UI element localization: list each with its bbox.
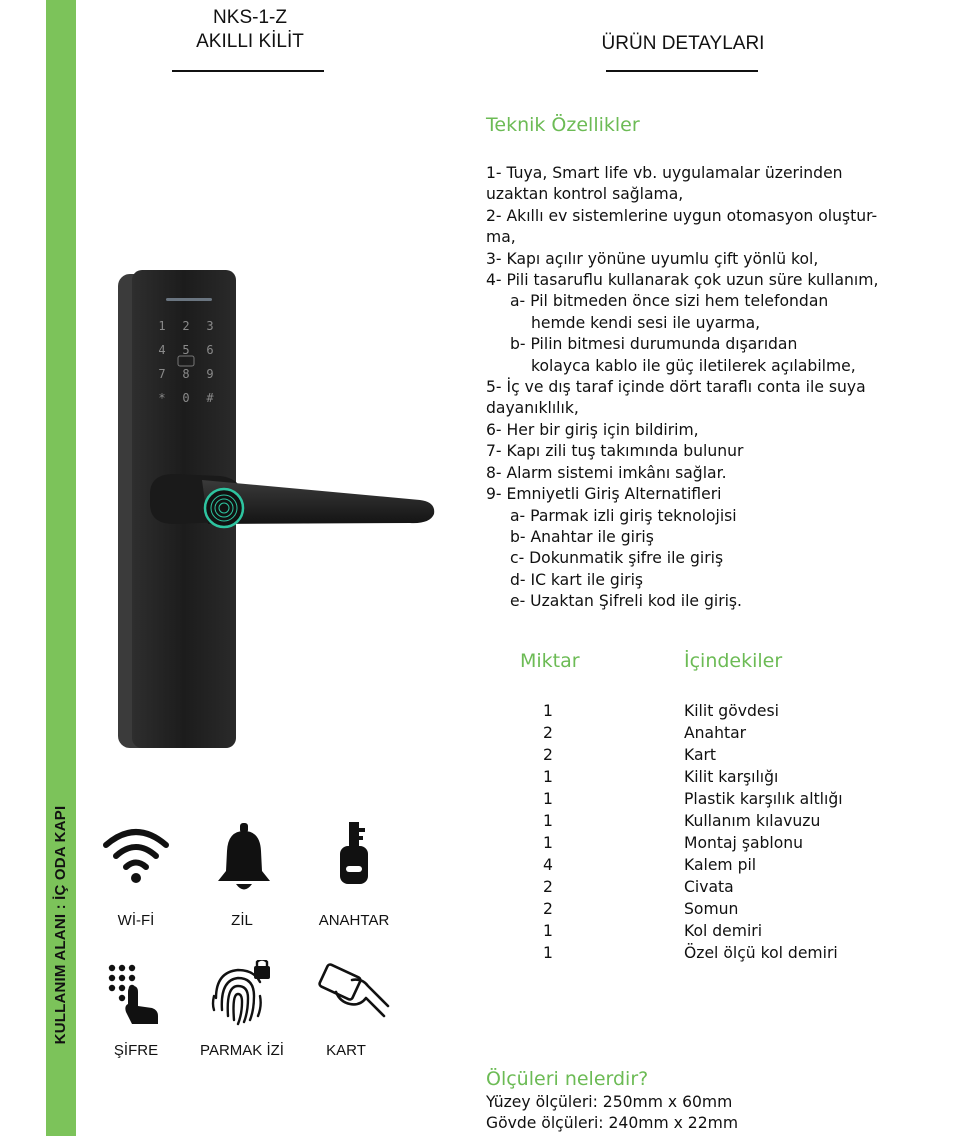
spec-line: 8- Alarm sistemi imkânı sağlar. bbox=[486, 463, 727, 482]
spec-line: c- Dokunmatik şifre ile giriş bbox=[510, 549, 724, 568]
spec-line: 4- Pili tasaruflu kullanarak çok uzun süre kullanım, bbox=[486, 271, 879, 290]
indicator-strip bbox=[166, 298, 212, 301]
spec-line: kolayca kablo ile güç iletilerek açılabilme, bbox=[531, 356, 856, 375]
dimensions-list bbox=[486, 1092, 738, 1134]
table-row: 1 Kilit karşılığı bbox=[543, 768, 779, 786]
feature-label-wifi: Wİ-Fİ bbox=[117, 912, 155, 929]
spec-line: d- IC kart ile giriş bbox=[510, 570, 644, 589]
usage-area-label: KULLANIM ALANI : İÇ ODA KAPI bbox=[52, 805, 69, 1045]
feature-label-fingerprint: PARMAK İZİ bbox=[200, 1042, 284, 1059]
spec-line: a- Parmak izli giriş teknolojisi bbox=[510, 506, 737, 525]
card-icon bbox=[318, 962, 390, 1020]
surface-dimensions: Yüzey ölçüleri: 250mm x 60mm bbox=[486, 1093, 733, 1111]
dimensions-title: Ölçüleri nelerdir? bbox=[486, 1068, 649, 1090]
table-row: 2 Somun bbox=[543, 900, 739, 918]
table-row: 1 Kilit gövdesi bbox=[543, 702, 779, 720]
table-row: 2 Civata bbox=[543, 878, 734, 896]
table-row: 4 Kalem pil bbox=[543, 856, 757, 874]
contents-header: İçindekiler bbox=[684, 650, 783, 672]
wifi-icon bbox=[102, 825, 170, 885]
keypad-key: 8 bbox=[182, 367, 190, 381]
table-row: 1 Özel ölçü kol demiri bbox=[543, 944, 838, 962]
key-icon bbox=[336, 822, 376, 888]
spec-line: 9- Emniyetli Giriş Alternatifleri bbox=[486, 485, 722, 504]
keypad-key: 9 bbox=[206, 367, 214, 381]
spec-line: 2- Akıllı ev sistemlerine uygun otomasyon oluştur- bbox=[486, 206, 878, 225]
spec-line: 3- Kapı açılır yönüne uyumlu çift yönlü kol, bbox=[486, 249, 819, 268]
feature-label-card: KART bbox=[326, 1042, 366, 1059]
product-name: AKILLI KİLİT bbox=[196, 31, 304, 52]
spec-line: ma, bbox=[486, 228, 516, 247]
keypad-key: 1 bbox=[158, 319, 166, 333]
table-row: 1 Plastik karşılık altlığı bbox=[543, 790, 843, 808]
spec-line: dayanıklılık, bbox=[486, 399, 579, 418]
keypad-key: 6 bbox=[206, 343, 214, 357]
tech-specs-title: Teknik Özellikler bbox=[486, 114, 640, 136]
keypad-key: 7 bbox=[158, 367, 166, 381]
qty-header: Miktar bbox=[520, 650, 580, 672]
keypad-icon bbox=[106, 962, 164, 1026]
keypad-key: 5 bbox=[182, 343, 190, 357]
spec-line: 1- Tuya, Smart life vb. uygulamalar üzerinden bbox=[486, 164, 843, 182]
feature-label-password: ŞİFRE bbox=[113, 1042, 159, 1059]
product-header bbox=[150, 6, 350, 54]
spec-line: a- Pil bitmeden önce sizi hem telefondan bbox=[510, 292, 829, 311]
table-row: 2 Anahtar bbox=[543, 724, 747, 742]
spec-line: b- Pilin bitmesi durumunda dışarıdan bbox=[510, 335, 798, 354]
product-model: NKS-1-Z bbox=[213, 7, 287, 28]
table-row: 1 Kullanım kılavuzu bbox=[543, 812, 821, 830]
spec-list bbox=[486, 163, 878, 613]
feature-label-key: ANAHTAR bbox=[318, 912, 390, 929]
bell-icon bbox=[214, 823, 274, 893]
spec-line: hemde kendi sesi ile uyarma, bbox=[531, 313, 761, 332]
details-title-underline bbox=[606, 70, 758, 72]
feature-label-bell: ZİL bbox=[231, 912, 253, 929]
spec-line: 5- İç ve dış taraf içinde dört taraflı conta ile suya bbox=[486, 378, 866, 397]
keypad-key: 4 bbox=[158, 343, 166, 357]
keypad-key: 3 bbox=[206, 319, 214, 333]
keypad-key: * bbox=[158, 391, 166, 405]
table-row: 2 Kart bbox=[543, 746, 717, 764]
smart-lock-image bbox=[110, 268, 440, 753]
keypad-key: 2 bbox=[182, 319, 190, 333]
spec-line: e- Uzaktan Şifreli kod ile giriş. bbox=[510, 592, 743, 611]
table-row: 1 Montaj şablonu bbox=[543, 834, 804, 852]
product-header-underline bbox=[172, 70, 324, 72]
keypad-key: # bbox=[206, 391, 214, 405]
body-dimensions: Gövde ölçüleri: 240mm x 22mm bbox=[486, 1114, 739, 1132]
spec-line: 6- Her bir giriş için bildirim, bbox=[486, 420, 699, 439]
fingerprint-icon bbox=[208, 960, 274, 1026]
details-title: ÜRÜN DETAYLARI bbox=[601, 33, 765, 54]
spec-line: uzaktan kontrol sağlama, bbox=[486, 185, 684, 204]
spec-line: b- Anahtar ile giriş bbox=[510, 527, 654, 546]
spec-line: 7- Kapı zili tuş takımında bulunur bbox=[486, 442, 744, 461]
table-row: 1 Kol demiri bbox=[543, 922, 763, 940]
keypad-key: 0 bbox=[182, 391, 190, 405]
